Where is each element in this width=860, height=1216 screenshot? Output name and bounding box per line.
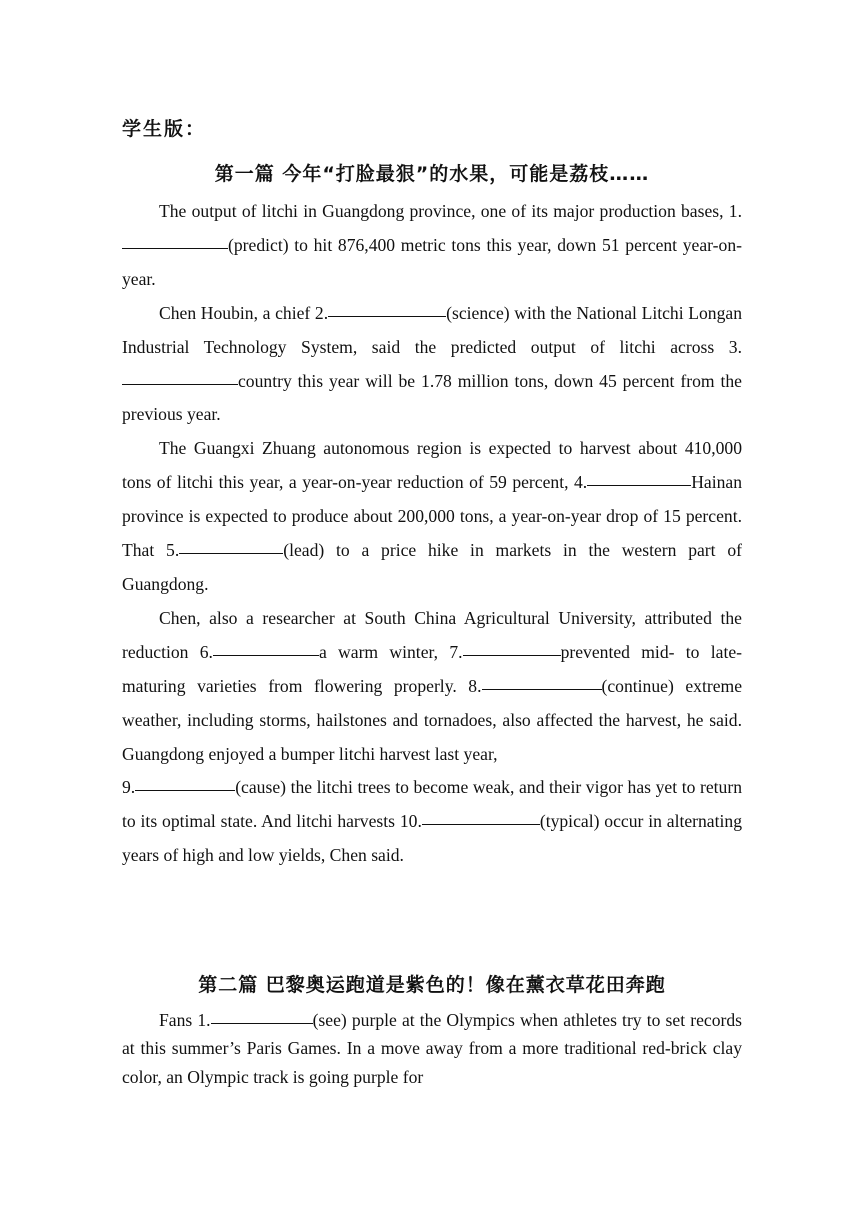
passage2-body: [122, 1006, 742, 1091]
blank-number: 3.: [728, 336, 742, 357]
text: a warm winter,: [318, 641, 450, 662]
text: The output of litchi in Guangdong province, one of its major production bases,: [159, 201, 729, 221]
answer-blank[interactable]: [328, 315, 446, 317]
blank-number: 1.: [728, 201, 742, 221]
passage2-title: 第二篇 巴黎奥运跑道是紫色的！像在薰衣草花田奔跑: [198, 974, 666, 996]
blank-number: 10.: [399, 811, 422, 832]
answer-blank[interactable]: [463, 654, 561, 656]
text: (lead) to a price hike in markets in the western part of Guangdong.: [122, 540, 742, 594]
answer-blank[interactable]: [135, 789, 235, 791]
blank-number: 5.: [166, 540, 180, 561]
text: (predict) to hit 876,400 metric tons this year, down 51 percent year-on-year.: [122, 234, 742, 289]
text: Chen Houbin, a chief: [159, 302, 315, 323]
text: (science) with the National Litchi Longan Industrial Technology System, said the predicted output of litchi across: [122, 302, 743, 357]
answer-blank[interactable]: [422, 823, 540, 825]
text: Fans: [159, 1010, 198, 1030]
answer-blank[interactable]: [179, 552, 283, 554]
answer-blank[interactable]: [122, 383, 238, 385]
passage1-title: 第一篇 今年“打脸最狠”的水果，可能是荔枝……: [214, 163, 650, 185]
text: Chen, also a researcher at South China Agricultural University, attributed the reduction: [122, 607, 742, 662]
blank-number: 8.: [468, 675, 482, 696]
text: prevented mid- to late-maturing varieties from flowering properly.: [122, 641, 743, 696]
passage2-paragraph-1: [122, 1006, 742, 1091]
passage1-body: [122, 195, 742, 873]
passage1-paragraph-1: [122, 195, 742, 297]
answer-blank[interactable]: [482, 688, 602, 690]
answer-blank[interactable]: [213, 654, 319, 656]
student-version-label: 学生版：: [122, 118, 207, 140]
passage1-paragraph-4: [122, 602, 742, 772]
passage1-paragraph-5: [122, 771, 742, 873]
text: (see) purple at the Olympics when athletes try to set records at this summer’s Paris Games. In a move away from a more traditional red-brick clay color, an Olympic track is going purple for: [122, 1010, 742, 1087]
blank-number: 7.: [449, 641, 463, 662]
blank-number: 9.: [122, 777, 136, 798]
text: The Guangxi Zhuang autonomous region is expected to harvest about 410,000 tons of litchi this year, a year-on-year reduction of 59 percent,: [122, 438, 742, 493]
text: (typical) occur in alternating years of high and low yields, Chen said.: [122, 811, 742, 866]
answer-blank[interactable]: [587, 484, 691, 486]
answer-blank[interactable]: [122, 247, 228, 249]
blank-number: 4.: [573, 472, 588, 493]
blank-number: 6.: [199, 641, 213, 662]
blank-number: 1.: [197, 1010, 211, 1030]
passage1-paragraph-3: [122, 432, 742, 602]
text: country this year will be 1.78 million tons, down 45 percent from the previous year.: [122, 370, 742, 425]
text: (continue) extreme weather, including storms, hailstones and tornadoes, also affected the harvest, he said. Guangdong enjoyed a bumper litchi harvest last year,: [122, 675, 742, 764]
passage1-paragraph-2: [122, 297, 742, 433]
text: (cause) the litchi trees to become weak, and their vigor has yet to return to its optimal state. And litchi harvests: [122, 777, 742, 832]
text: Hainan province is expected to produce about 200,000 tons, a year-on-year drop of 15 percent. That: [122, 472, 742, 561]
blank-number: 2.: [314, 302, 329, 323]
answer-blank[interactable]: [211, 1022, 313, 1024]
